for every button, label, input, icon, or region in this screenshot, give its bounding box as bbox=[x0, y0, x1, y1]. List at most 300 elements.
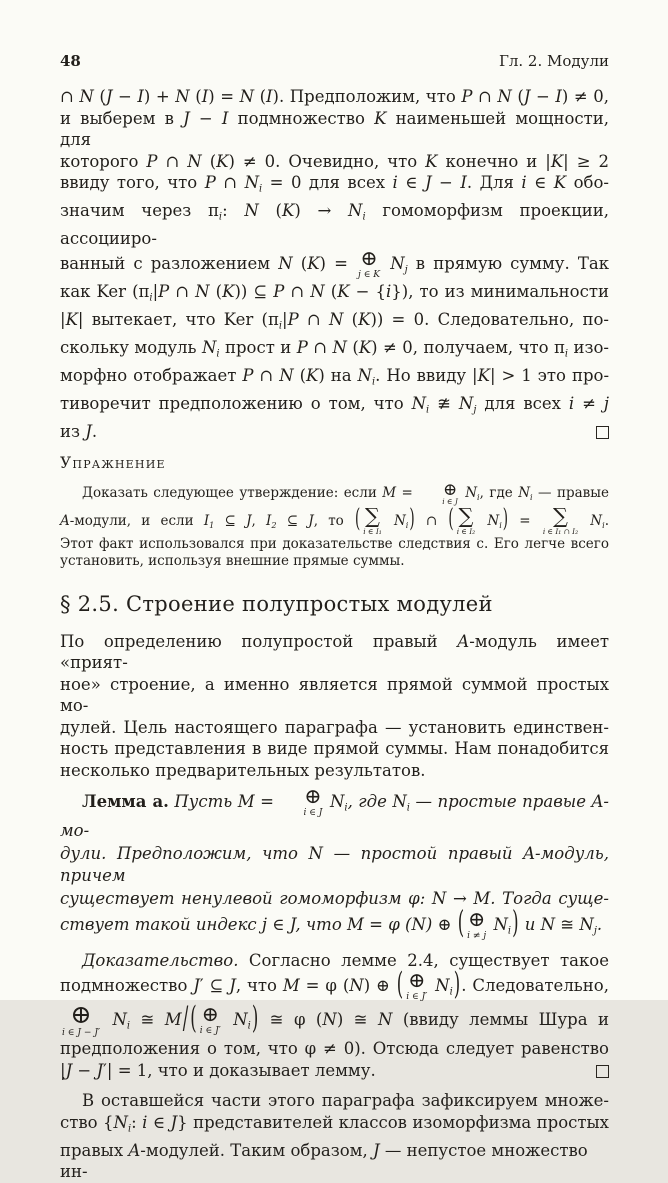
text-line bbox=[60, 309, 609, 337]
operator-limit: j ∈ K bbox=[358, 270, 381, 280]
math-var: M bbox=[473, 888, 491, 908]
text-line bbox=[60, 536, 609, 554]
text-line bbox=[60, 553, 609, 571]
text-run: из bbox=[60, 421, 86, 441]
tall-delimiter: ) bbox=[251, 1000, 259, 1036]
math-var: M bbox=[164, 1010, 182, 1030]
text-run: − bbox=[189, 108, 222, 128]
subscript: i bbox=[247, 1020, 251, 1032]
subscript: j bbox=[593, 925, 597, 937]
text-run: изо- bbox=[568, 338, 609, 358]
math-var: N bbox=[411, 914, 426, 934]
text-run: подмножество bbox=[60, 976, 194, 996]
text-line bbox=[60, 1112, 609, 1140]
math-var: J bbox=[170, 1112, 178, 1132]
text-run: − { bbox=[349, 282, 386, 302]
text-run: -модуль, причем bbox=[60, 843, 609, 886]
big-operator bbox=[406, 968, 428, 1002]
math-var: J bbox=[523, 87, 531, 106]
math-var: J bbox=[246, 512, 252, 529]
text-run bbox=[223, 1010, 233, 1029]
text-run: скольку модуль bbox=[60, 338, 202, 358]
subscript: i bbox=[406, 802, 410, 814]
operator-symbol: ⊕ bbox=[442, 479, 458, 500]
subscript: i bbox=[477, 492, 480, 503]
text-run: подмножество bbox=[228, 108, 375, 128]
italic-lead: Доказательство. bbox=[82, 950, 239, 970]
operator-limit: i ≠ j bbox=[467, 930, 487, 941]
operator-symbol: ⊕ bbox=[70, 1000, 92, 1031]
text-line bbox=[60, 843, 609, 888]
math-var: M bbox=[282, 976, 300, 996]
text-run: ∩ bbox=[253, 366, 280, 386]
text-line bbox=[60, 503, 609, 536]
text-run: ) = bbox=[319, 254, 356, 274]
text-line bbox=[60, 1060, 609, 1082]
big-operator bbox=[62, 1000, 101, 1039]
text-run: ≅ bbox=[130, 1010, 165, 1030]
text-run: — правые bbox=[532, 485, 609, 502]
text-run: = 0 для всех bbox=[262, 173, 393, 192]
tall-delimiter: ( bbox=[448, 504, 454, 534]
math-var: P bbox=[146, 151, 158, 171]
math-var: N bbox=[195, 282, 210, 302]
running-title: Гл. 2. Модули bbox=[498, 52, 609, 70]
text-run: прост и bbox=[219, 338, 297, 358]
tall-delimiter: ( bbox=[190, 1000, 197, 1036]
text-line bbox=[60, 760, 609, 782]
big-operator bbox=[542, 503, 579, 536]
text-line bbox=[60, 200, 609, 249]
text-line bbox=[60, 888, 609, 911]
math-var: J bbox=[289, 914, 296, 934]
text-run: ). Предположим, что bbox=[272, 87, 462, 106]
math-var: K bbox=[281, 200, 295, 220]
math-var: M bbox=[347, 914, 364, 934]
text-run: ( bbox=[324, 282, 338, 302]
text-run: ( bbox=[258, 200, 282, 220]
bold-lead: Лемма а. bbox=[82, 792, 169, 812]
subscript: i bbox=[218, 211, 223, 223]
text-run: -модули, и если bbox=[69, 512, 204, 529]
text-run: ( bbox=[511, 87, 524, 106]
text-run: ( bbox=[189, 87, 202, 106]
text-run: ′ ⊆ bbox=[199, 976, 230, 996]
operator-limit: i ∈ J′ bbox=[406, 991, 428, 1002]
text-run: | > 1 это про- bbox=[489, 366, 610, 386]
text-line bbox=[60, 631, 609, 674]
operator-symbol: ∑ bbox=[365, 503, 380, 528]
text-run: | bbox=[60, 310, 66, 330]
math-var: N bbox=[79, 87, 94, 106]
text-line bbox=[60, 1090, 609, 1112]
math-var: N bbox=[493, 914, 508, 934]
text-run: )) = 0. Следовательно, по- bbox=[370, 310, 609, 330]
qed-box bbox=[596, 1065, 609, 1078]
math-var: N bbox=[579, 914, 594, 934]
text-run: = bbox=[509, 512, 541, 529]
text-line bbox=[60, 421, 609, 443]
math-var: i bbox=[142, 1112, 148, 1132]
intro-paragraph bbox=[60, 631, 609, 782]
text-run: ⊆ bbox=[276, 512, 309, 529]
text-run: − bbox=[112, 87, 138, 106]
math-var: I bbox=[266, 87, 273, 106]
text-run: ввиду того, что bbox=[60, 173, 205, 192]
big-operator bbox=[467, 907, 487, 941]
text-run: Этот факт использовался при доказательстве следствия c. Его легче всего bbox=[60, 535, 609, 552]
math-var: K bbox=[337, 282, 350, 302]
text-run: и bbox=[519, 914, 541, 934]
text-line bbox=[60, 108, 609, 151]
page-body bbox=[60, 86, 609, 1183]
subscript: i bbox=[149, 292, 153, 304]
big-operator bbox=[363, 503, 382, 536]
qed-box bbox=[596, 426, 609, 439]
text-line bbox=[60, 738, 609, 760]
continuation-paragraph bbox=[60, 86, 609, 442]
math-var: J bbox=[308, 512, 314, 529]
math-var: I bbox=[266, 512, 272, 529]
subscript: i bbox=[216, 348, 220, 360]
text-run: для всех bbox=[476, 393, 569, 413]
text-run: ⊆ bbox=[214, 512, 247, 529]
text-run: − bbox=[72, 1060, 97, 1080]
math-var: N bbox=[278, 254, 293, 274]
math-var: K bbox=[358, 338, 372, 358]
text-run: установить, используя внешние прямые суммы. bbox=[60, 553, 405, 570]
text-run: ) ⊕ bbox=[363, 976, 396, 996]
math-var: A bbox=[591, 792, 604, 812]
math-var: N bbox=[113, 1112, 128, 1132]
text-run: . Но ввиду | bbox=[375, 366, 478, 386]
math-var: N bbox=[590, 512, 603, 529]
math-var: N bbox=[390, 254, 405, 274]
text-run: }), то из минимальности bbox=[391, 282, 609, 302]
text-run: ( bbox=[209, 282, 223, 302]
math-var: N bbox=[233, 1010, 248, 1030]
text-run: Доказать следующее утверждение: если bbox=[82, 485, 383, 502]
text-run: — непустое множество ин- bbox=[60, 1140, 588, 1182]
big-operator bbox=[199, 1002, 221, 1037]
math-var: K bbox=[425, 151, 438, 171]
text-line bbox=[60, 337, 609, 365]
text-run: . bbox=[91, 421, 98, 441]
math-var: j bbox=[603, 393, 609, 413]
math-var: N bbox=[487, 512, 500, 529]
math-var: K bbox=[358, 310, 371, 330]
text-run: , что bbox=[295, 914, 348, 934]
text-run: несколько предварительных результатов. bbox=[60, 760, 426, 780]
text-run: и выберем в bbox=[60, 108, 184, 128]
text-run: По определению полупростой правый bbox=[60, 631, 458, 651]
text-run: = bbox=[254, 792, 280, 812]
math-var: N bbox=[348, 200, 363, 220]
math-var: N bbox=[393, 512, 406, 529]
text-run bbox=[580, 513, 590, 529]
text-line bbox=[60, 1038, 609, 1060]
math-var: N bbox=[244, 173, 260, 192]
math-var: N bbox=[175, 87, 190, 106]
math-var: N bbox=[322, 1010, 337, 1030]
math-var: K bbox=[65, 310, 78, 330]
text-run: в прямую сумму. Так bbox=[407, 254, 610, 274]
operator-symbol: ∑ bbox=[458, 503, 474, 528]
subscript: i bbox=[564, 348, 569, 360]
math-var: J bbox=[424, 173, 432, 192]
math-var: A bbox=[457, 631, 470, 651]
math-var: P bbox=[273, 282, 285, 302]
text-run: ) на bbox=[318, 366, 358, 386]
operator-limit: i ∈ I₁ bbox=[363, 526, 382, 536]
math-var: N bbox=[465, 485, 478, 502]
text-run: существует ненулевой гомоморфизм φ: bbox=[60, 888, 432, 908]
subscript: 1 bbox=[209, 519, 215, 530]
math-var: I bbox=[221, 108, 229, 128]
math-var: N bbox=[112, 1010, 127, 1030]
text-run: ность представления в виде прямой суммы. Нам понадобится bbox=[60, 739, 609, 759]
text-run: , то bbox=[313, 512, 354, 529]
text-run: значим через π bbox=[60, 200, 219, 220]
text-line bbox=[60, 246, 610, 281]
text-run: | вытекает, что Ker (π bbox=[77, 310, 279, 330]
text-run: которого bbox=[60, 151, 147, 171]
text-run: ∩ bbox=[60, 87, 80, 106]
text-run: -мо- bbox=[60, 792, 609, 841]
proof-paragraph bbox=[60, 950, 609, 1082]
math-var: N bbox=[435, 976, 450, 996]
text-run bbox=[102, 1010, 112, 1029]
text-line bbox=[60, 904, 609, 943]
text-run: | ≥ 2 bbox=[563, 151, 610, 171]
math-var: P bbox=[242, 366, 254, 386]
math-var: N bbox=[328, 310, 344, 330]
text-run: ≠ bbox=[574, 393, 604, 413]
big-operator bbox=[456, 503, 476, 536]
text-run: | bbox=[282, 310, 288, 330]
math-var: J bbox=[183, 108, 190, 128]
text-line bbox=[60, 365, 609, 393]
text-run: ( bbox=[346, 338, 359, 358]
text-run: , где bbox=[479, 485, 519, 502]
math-var: N bbox=[377, 1010, 393, 1030]
text-run: ≇ bbox=[429, 393, 459, 413]
subscript: i bbox=[405, 519, 409, 530]
text-run: -модулей. Таким образом, bbox=[140, 1140, 373, 1160]
text-run: , что bbox=[235, 976, 283, 996]
math-var: J bbox=[373, 1140, 380, 1160]
text-run: ∩ bbox=[307, 338, 333, 358]
text-run: -модуль имеет «прият- bbox=[60, 631, 609, 673]
text-line bbox=[60, 86, 609, 108]
text-run: тиворечит предположению о том, что bbox=[60, 393, 412, 413]
text-run: . Тогда суще- bbox=[490, 888, 609, 908]
text-run: ство { bbox=[60, 1112, 114, 1132]
text-run: ∩ bbox=[215, 173, 245, 192]
text-column bbox=[60, 52, 609, 1183]
operator-limit: i ∈ J′ bbox=[199, 1026, 221, 1037]
subscript: i bbox=[499, 519, 502, 530]
math-var: K bbox=[477, 366, 490, 386]
subscript: i bbox=[507, 925, 512, 937]
text-line bbox=[60, 481, 609, 506]
text-run: — простой правый bbox=[322, 843, 524, 863]
text-run: ∈ bbox=[267, 914, 290, 934]
subscript: i bbox=[602, 519, 605, 530]
text-run: ) → bbox=[294, 200, 349, 220]
math-var: M bbox=[237, 792, 255, 812]
text-run: ∈ bbox=[147, 1112, 171, 1132]
text-run: } представителей классов изоморфизма простых bbox=[177, 1112, 609, 1132]
math-var: N bbox=[201, 338, 217, 358]
text-run: , где bbox=[347, 792, 393, 812]
text-run: , bbox=[251, 512, 267, 529]
math-var: P bbox=[296, 338, 308, 358]
text-run: ( bbox=[293, 366, 307, 386]
text-run: ∩ bbox=[157, 151, 188, 171]
math-var: N bbox=[411, 393, 427, 413]
text-run: ( bbox=[292, 254, 308, 274]
math-var: N bbox=[540, 914, 556, 934]
math-var: N bbox=[392, 792, 407, 812]
text-run: ( bbox=[343, 310, 359, 330]
math-var: K bbox=[553, 173, 567, 192]
subscript: i bbox=[344, 802, 348, 814]
math-var: J bbox=[229, 976, 236, 996]
tall-delimiter: ( bbox=[457, 904, 465, 940]
big-operator bbox=[281, 784, 323, 818]
math-var: N bbox=[458, 393, 474, 413]
operator-symbol: ⊕ bbox=[468, 907, 486, 932]
math-var: M bbox=[382, 485, 397, 502]
text-run: конечно и | bbox=[437, 151, 551, 171]
operator-symbol: ⊕ bbox=[360, 246, 378, 271]
math-var: K bbox=[222, 282, 235, 302]
text-run: : bbox=[131, 1112, 143, 1132]
math-var: K bbox=[550, 151, 564, 171]
subscript: i bbox=[371, 376, 376, 388]
text-line bbox=[60, 281, 609, 309]
math-var: P bbox=[287, 310, 299, 330]
closing-paragraph bbox=[60, 1090, 609, 1182]
text-run: → bbox=[446, 888, 474, 908]
math-var: i bbox=[386, 282, 392, 302]
math-var: N bbox=[332, 338, 347, 358]
text-run: правых bbox=[60, 1140, 129, 1160]
text-run: ванный с разложением bbox=[60, 254, 279, 274]
operator-symbol: ⊕ bbox=[304, 784, 322, 809]
text-line bbox=[60, 172, 609, 200]
text-line bbox=[60, 717, 609, 739]
text-run: обо- bbox=[566, 173, 609, 192]
math-var: I bbox=[201, 87, 209, 106]
text-run: . Для bbox=[466, 173, 522, 192]
math-var: N bbox=[518, 485, 530, 502]
text-run: Пусть bbox=[168, 792, 238, 812]
math-var: i bbox=[392, 173, 398, 192]
subscript: j bbox=[404, 264, 408, 276]
text-run: ∩ bbox=[284, 282, 311, 302]
math-var: i bbox=[568, 393, 575, 413]
operator-limit: i ∈ I₁ ∩ I₂ bbox=[542, 526, 579, 536]
text-run bbox=[384, 513, 394, 529]
exercise-paragraph bbox=[60, 481, 609, 570]
math-var: N bbox=[497, 87, 512, 106]
text-line bbox=[60, 784, 609, 842]
big-operator bbox=[358, 246, 381, 280]
math-var: P bbox=[158, 282, 170, 302]
text-run: | bbox=[152, 282, 159, 302]
running-head bbox=[60, 52, 609, 71]
text-run: ∈ bbox=[526, 173, 554, 192]
exercise-heading: Упражнение bbox=[60, 454, 166, 473]
text-line bbox=[60, 393, 609, 421]
text-line bbox=[60, 674, 609, 717]
text-run: ∈ bbox=[397, 173, 425, 192]
text-run: как Ker (π bbox=[60, 282, 150, 302]
big-operator bbox=[420, 481, 458, 506]
math-var: I bbox=[203, 512, 210, 529]
text-run: : bbox=[222, 200, 245, 220]
text-run bbox=[382, 254, 390, 273]
text-run: | bbox=[60, 1060, 66, 1080]
operator-symbol: ⊕ bbox=[408, 968, 426, 993]
operator-symbol: ⊕ bbox=[201, 1002, 219, 1027]
text-run: ∩ bbox=[472, 87, 498, 106]
text-run: предположения о том, что φ ≠ 0). Отсюда следует равенство bbox=[60, 1039, 609, 1059]
math-var: N bbox=[349, 976, 364, 996]
text-run: ) ≅ bbox=[336, 1010, 378, 1030]
text-run: дули. Предположим, что bbox=[60, 843, 309, 863]
math-var: N bbox=[279, 366, 294, 386]
text-run: ( bbox=[254, 87, 267, 106]
math-var: J bbox=[96, 1060, 104, 1080]
math-var: i bbox=[521, 173, 527, 192]
lemma-paragraph bbox=[60, 784, 609, 943]
math-var: J bbox=[85, 421, 92, 441]
math-var: K bbox=[307, 254, 320, 274]
subscript: i bbox=[259, 183, 263, 195]
math-var: A bbox=[60, 512, 70, 529]
tall-delimiter: ) bbox=[502, 504, 509, 534]
text-run: гомоморфизм проекции, ассоцииро- bbox=[60, 200, 609, 248]
text-run: ) ≠ 0, получаем, что π bbox=[371, 338, 565, 358]
math-var: J bbox=[65, 1060, 73, 1080]
text-line bbox=[60, 1000, 609, 1039]
text-run: ) + bbox=[143, 87, 176, 106]
tall-delimiter: ) bbox=[453, 966, 461, 1002]
text-run: — простые правые bbox=[409, 792, 592, 812]
text-run: ∩ bbox=[415, 512, 448, 529]
tall-delimiter: / bbox=[182, 1000, 189, 1036]
math-var: I bbox=[555, 87, 562, 106]
text-run: = φ ( bbox=[363, 914, 412, 934]
text-run: ≅ φ ( bbox=[259, 1010, 323, 1030]
text-run: ) = bbox=[208, 87, 240, 106]
math-var: N bbox=[244, 200, 259, 220]
text-run: морфно отображает bbox=[60, 366, 243, 386]
tall-delimiter: ( bbox=[355, 504, 361, 534]
math-var: P bbox=[204, 173, 216, 192]
operator-limit: i ∈ J bbox=[442, 497, 458, 507]
text-run: (ввиду леммы Шура и bbox=[392, 1010, 609, 1030]
subscript: j bbox=[473, 404, 477, 416]
text-run: дулей. Цель настоящего параграфа — установить единствен- bbox=[60, 717, 609, 737]
text-run: ′| = 1, что и доказывает лемму. bbox=[103, 1060, 376, 1080]
tall-delimiter: ) bbox=[512, 904, 519, 940]
text-run: = φ ( bbox=[299, 976, 350, 996]
math-var: N bbox=[239, 87, 255, 106]
